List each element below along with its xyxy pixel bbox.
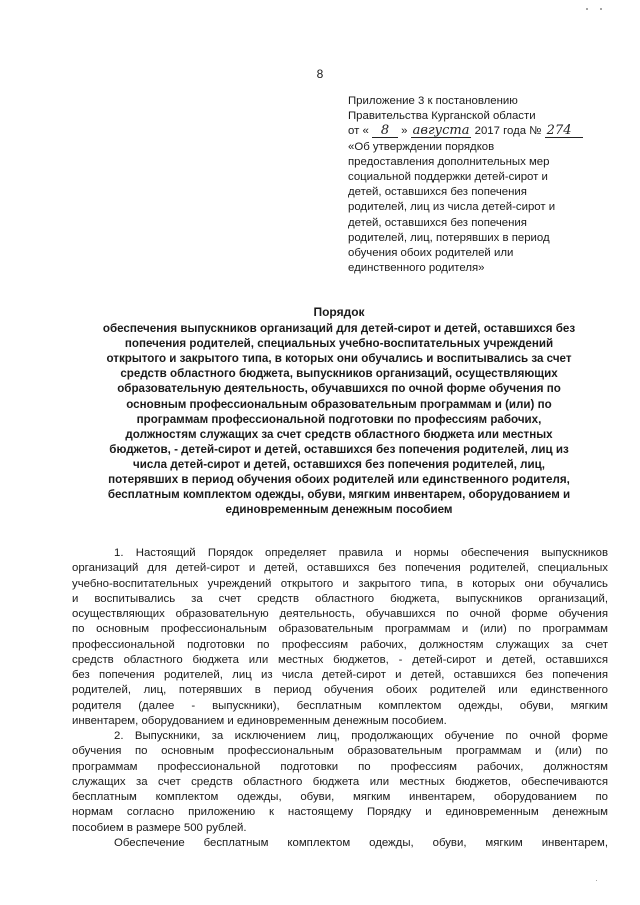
paragraph-3-line: Обеспечение бесплатным комплектом одежды, обуви, мягким инвентарем, (114, 836, 608, 849)
appendix-line: обучения обоих родителей или (348, 247, 514, 260)
appendix-line: родителей, лиц из числа детей-сирот и (348, 201, 556, 214)
paragraph-1-line: родителя (далее - выпускники), бесплатным комплектом одежды, обуви, мягким (72, 699, 608, 712)
title-line: бюджетов, - детей-сирот и детей, оставшихся без попечения родителей, лиц из (109, 442, 569, 456)
handwritten-month: августа (412, 123, 470, 139)
body-text (72, 546, 608, 851)
appendix-line: детей, оставшихся без попечения (348, 216, 527, 229)
appendix-line: предоставления дополнительных мер (348, 155, 550, 168)
paragraph-1-line: организаций для детей-сирот и детей, оставшихся без попечения родителей, специальных (72, 562, 608, 575)
date-prefix: от « (348, 125, 369, 138)
scan-speck (586, 8, 588, 10)
paragraph-2-line: 2. Выпускники, за исключением лиц, продолжающих обучение по очной форме (114, 730, 608, 742)
page-number: 8 (316, 67, 324, 81)
paragraph-2-line: служащих за счет средств областного бюджета или местных бюджетов, обеспечиваются (72, 775, 608, 788)
appendix-line: детей, оставшихся без попечения (348, 186, 527, 199)
paragraph-1-line: 1. Настоящий Порядок определяет правила и нормы обеспечения выпускников (114, 547, 608, 559)
appendix-line: Приложение 3 к постановлению (348, 95, 518, 107)
title-line: числа детей-сирот и детей, оставшихся без попечения родителей, лиц, (133, 457, 545, 471)
year-part: 2017 года № (474, 125, 542, 138)
paragraph-2-line: бесплатным комплектом одежды, обуви, мягким инвентарем, оборудованием по (72, 791, 608, 803)
paragraph-1-line: инвентарем, оборудованием и единовременным денежным пособием. (72, 714, 447, 727)
scan-speck (596, 880, 597, 881)
title-line: основным профессиональным образовательным программам и (или) по (126, 397, 552, 411)
scan-speck (600, 8, 602, 10)
title-line: должностям служащих за счет средств областного бюджета или местных (125, 427, 553, 441)
paragraph-1-line: и воспитывались за счет средств областного бюджета, выпускников организаций, (72, 592, 608, 605)
title-line: бесплатным комплектом одежды, обуви, мягким инвентарем, оборудованием и (107, 488, 571, 502)
appendix-line: «Об утверждении порядков (348, 140, 495, 153)
title-heading: Порядок (313, 305, 365, 319)
appendix-block (348, 94, 608, 276)
appendix-line: Правительства Курганской области (348, 110, 536, 123)
appendix-date-line (348, 124, 608, 139)
paragraph-1-line: профессиональной подготовки по профессиям рабочих, должностям служащих за счет (72, 638, 608, 651)
paragraph-2-line: нормам согласно приложению к настоящему Порядку и единовременным денежным (72, 806, 608, 819)
paragraph-1-line: осуществляющих образовательную деятельность, обучавшихся по очной форме обучения (72, 608, 608, 620)
appendix-line: единственного родителя» (348, 262, 485, 275)
title-line: потерявших в период обучения обоих родителей или единственного родителя, (108, 473, 570, 487)
paragraph-1-line: учебно-воспитательных учреждений открытого и закрытого типа, в которых они обучались (72, 577, 608, 590)
title-line: программам профессиональной подготовки по профессиям рабочих, (136, 412, 542, 426)
paragraph-1-line: родителей, лиц, потерявших в период обучения обоих родителей или единственного (72, 684, 608, 697)
paragraph-2-line: программам профессиональной подготовки по профессиям рабочих, должностям (72, 760, 608, 773)
title-line: попечения родителей, специальных учебно-воспитательных учреждений (124, 337, 554, 351)
handwritten-day: 8 (372, 125, 398, 138)
title-line: единовременным денежным пособием (225, 503, 453, 517)
appendix-line: родителей, лиц, потерявших в период (348, 231, 550, 244)
handwritten-number: 274 (545, 125, 583, 138)
paragraph-2-line: обучения по основным профессиональным образовательным программам и (или) по (72, 745, 608, 758)
document-title (72, 305, 606, 517)
paragraph-2-line: пособием в размере 500 рублей. (72, 821, 247, 834)
title-line: средств областного бюджета, выпускников организаций, осуществляющих (120, 367, 558, 381)
paragraph-1-line: средств областного бюджета или местных бюджетов, - детей-сирот и детей, оставшихся (72, 653, 608, 666)
paragraph-1-line: без попечения родителей, лиц из числа детей-сирот и детей, оставшихся без попечения (72, 669, 608, 681)
paragraph-1-line: по основным профессиональным образовательным программам и (или) по программам (72, 623, 608, 636)
appendix-line: социальной поддержки детей-сирот и (348, 171, 548, 184)
date-mid: » (401, 125, 408, 138)
title-line: образовательную деятельность, обучавшихся по очной форме обучения по (117, 382, 561, 396)
title-line: обеспечения выпускников организаций для детей-сирот и детей, оставшихся без (102, 322, 576, 336)
title-line: открытого и закрытого типа, в которых они обучались и воспитывались за счет (106, 352, 572, 366)
